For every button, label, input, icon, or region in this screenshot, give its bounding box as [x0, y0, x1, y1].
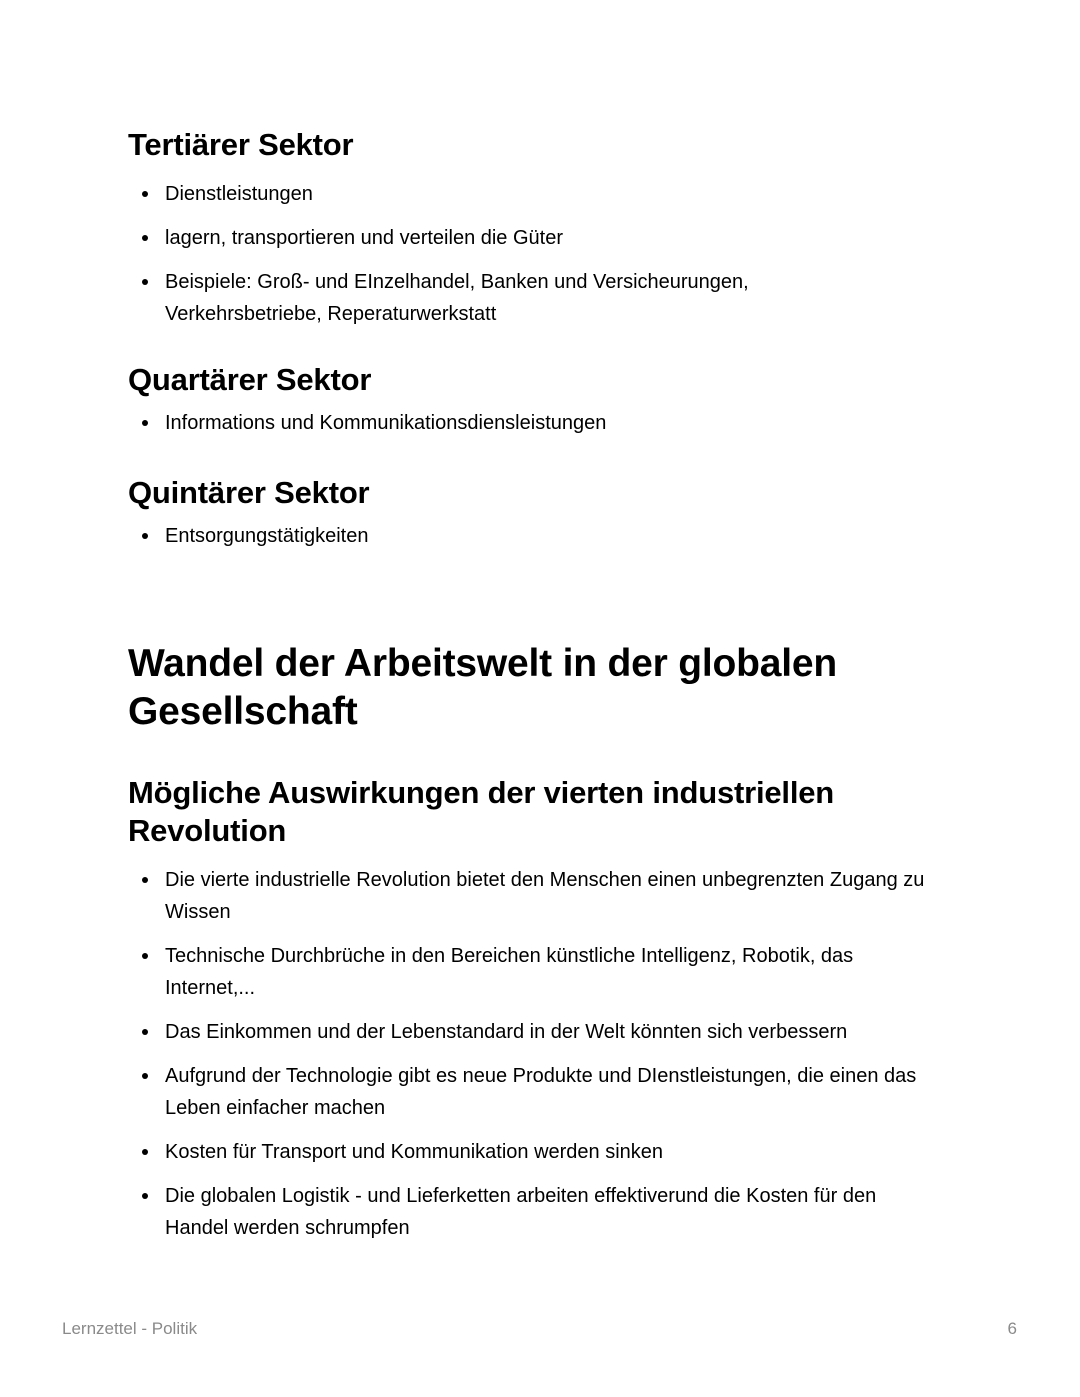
bullet-list — [128, 864, 958, 1244]
list-item: Aufgrund der Technologie gibt es neue Produkte und DIenstleistungen, die einen das Leben einfacher machen — [128, 1060, 945, 1124]
section-tertiary-sector — [128, 126, 958, 342]
list-item: Informations und Kommunikationsdiensleistungen — [128, 407, 958, 439]
list-item: Technische Durchbrüche in den Bereichen künstliche Intelligenz, Robotik, das Internet,... — [128, 940, 945, 1004]
section-heading: Quartärer Sektor — [128, 362, 372, 397]
section-quintary-sector — [128, 474, 958, 564]
section-wandel-arbeitswelt — [128, 640, 958, 1256]
list-item: Beispiele: Groß- und EInzelhandel, Banken und Versicheurungen, Verkehrsbetriebe, Reperaturwerkstatt — [128, 266, 805, 330]
list-item: Die globalen Logistik - und Lieferketten arbeiten effektiverund die Kosten für den Handel werden schrumpfen — [128, 1180, 945, 1244]
list-item: Die vierte industrielle Revolution bietet den Menschen einen unbegrenzten Zugang zu Wissen — [128, 864, 945, 928]
list-item: Kosten für Transport und Kommunikation werden sinken — [128, 1136, 945, 1168]
list-item: Das Einkommen und der Lebenstandard in der Welt könnten sich verbessern — [128, 1016, 945, 1048]
bullet-list — [128, 178, 958, 330]
section-heading: Tertiärer Sektor — [128, 127, 354, 162]
list-item: lagern, transportieren und verteilen die Güter — [128, 222, 958, 254]
list-item: Dienstleistungen — [128, 178, 958, 210]
footer-document-title: Lernzettel - Politik — [62, 1319, 198, 1338]
bullet-list — [128, 520, 958, 552]
section-quartary-sector — [128, 361, 958, 451]
footer-page-number: 6 — [1007, 1319, 1017, 1338]
list-item: Entsorgungstätigkeiten — [128, 520, 958, 552]
chapter-title: Wandel der Arbeitswelt in der globalen Gesellschaft — [128, 642, 837, 733]
section-heading: Quintärer Sektor — [128, 475, 370, 510]
bullet-list — [128, 407, 958, 439]
section-heading: Mögliche Auswirkungen der vierten industriellen Revolution — [128, 775, 835, 848]
